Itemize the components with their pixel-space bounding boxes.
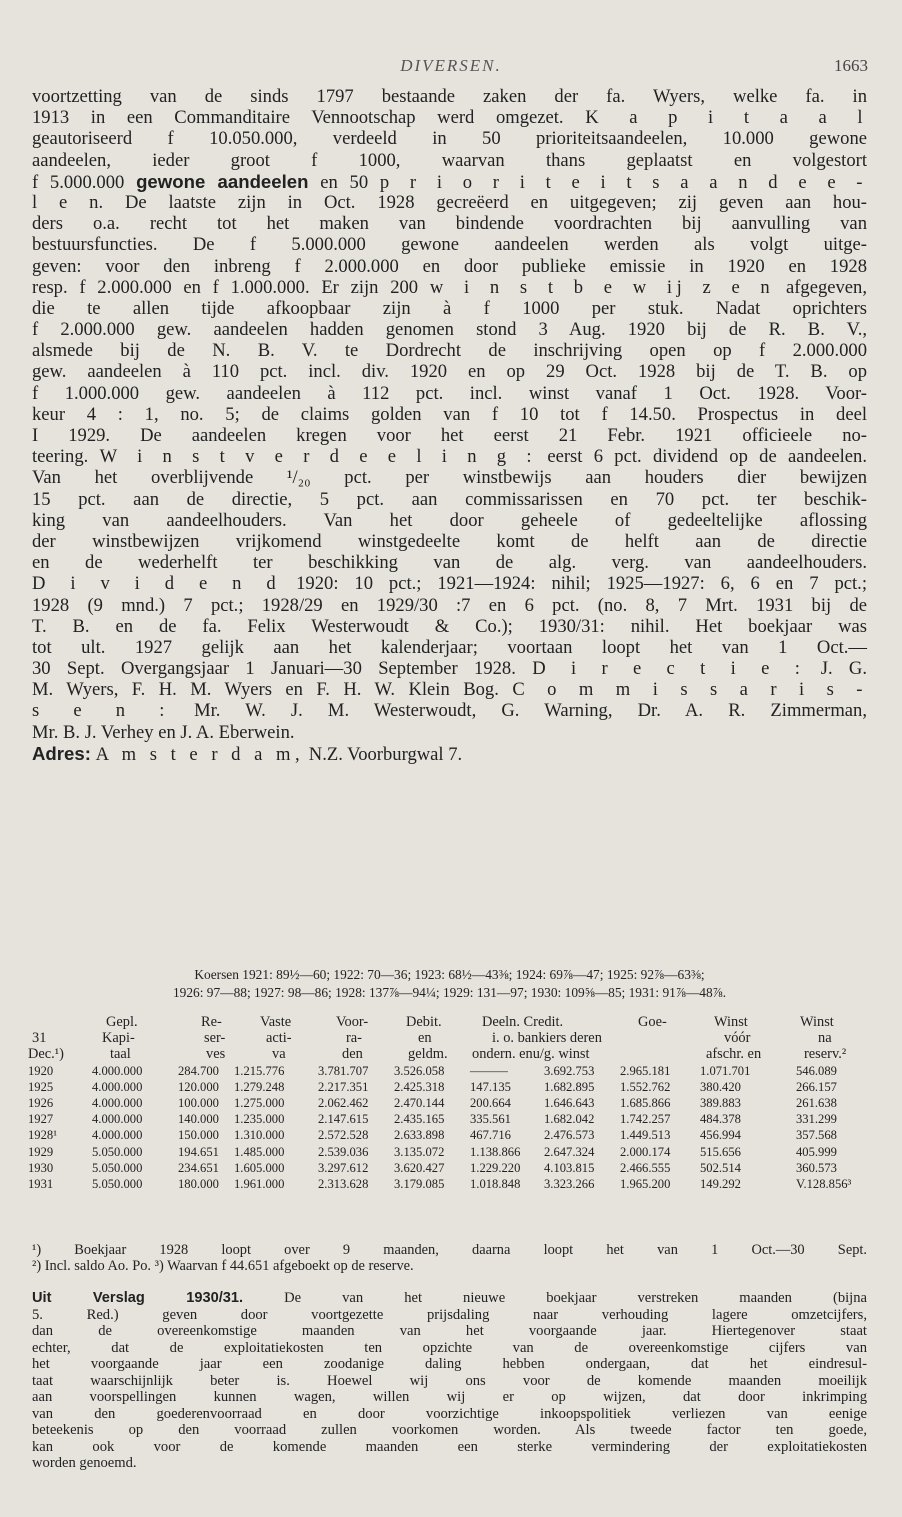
text-line: alsmede bij de N. B. V. te Dordrecht de inschrijving open op f 2.000.000 — [32, 340, 867, 362]
table-row — [28, 1144, 868, 1160]
table-cell: 380.420 — [700, 1079, 741, 1094]
table-row — [28, 1160, 868, 1176]
text-line: die te allen tijde afkoopbaar zijn à f 1000 per stuk. Nadat oprichters — [32, 297, 867, 319]
table-cell: 2.435.165 — [394, 1112, 445, 1127]
price-history — [32, 966, 867, 1002]
table-cell: 1.235.000 — [234, 1112, 285, 1127]
table-cell: 2.476.573 — [544, 1128, 595, 1143]
text-line: aan voorspellingen kunnen wagen, willen wij er op wijzen, dat door inkrimping — [32, 1389, 867, 1405]
table-row — [28, 1063, 868, 1079]
text-line: l e n. De laatste zijn in Oct. 1928 gecreëerd en uitgegeven; zij geven aan hou- — [32, 191, 867, 213]
text-line: het voorgaande jaar een zoodanige daling hebben ondergaan, dat het eindresul- — [32, 1356, 867, 1372]
running-title: DIVERSEN. — [400, 56, 502, 75]
company-description — [32, 86, 867, 764]
verslag-label: Uit Verslag 1930/31. — [32, 1290, 244, 1306]
text-line: ders o.a. recht tot het maken van bindende voordrachten bij aanvulling van — [32, 213, 867, 235]
table-cell: 546.089 — [796, 1063, 837, 1078]
table-row — [28, 1095, 868, 1111]
table-cell: 1.961.000 — [234, 1176, 285, 1191]
table-cell: 484.378 — [700, 1112, 741, 1127]
table-cell: 2.313.628 — [318, 1176, 369, 1191]
table-cell: 1.215.776 — [234, 1063, 285, 1078]
table-cell: 1928¹ — [28, 1128, 57, 1143]
gewone-aandeelen-heading: gewone aandeelen — [136, 170, 309, 192]
text-line: M. Wyers, F. H. M. Wyers en F. H. W. Klein Bog. C o m m i s s a r i s - — [32, 679, 867, 701]
financial-table — [28, 1014, 868, 1192]
table-cell: 1.229.220 — [470, 1160, 521, 1175]
text-line: en de wederhelft ter beschikking van de alg. verg. van aandeelhouders. — [32, 552, 867, 574]
table-cell: V.128.856³ — [796, 1176, 852, 1191]
table-header-row: 31 Kapi- ser- acti- ra- en i. o. bankiers deren vóór na — [32, 1030, 832, 1047]
koersen-line: 1926: 97—88; 1927: 98—86; 1928: 137⅞—94¼; 1929: 131—97; 1930: 109⅝—85; 1931: 91⅞—48⅞. — [172, 985, 727, 1000]
table-cell: 2.572.528 — [318, 1128, 369, 1143]
table-cell: 4.000.000 — [92, 1112, 143, 1127]
text-line: keur 4 : 1, no. 5; de claims golden van f 10 tot f 14.50. Prospectus in deel — [32, 403, 867, 425]
text-line: aandeelen, ieder groot f 1000, waarvan thans geplaatst en volgestort — [32, 149, 867, 171]
table-cell: 3.323.266 — [544, 1176, 595, 1191]
text-line: f 1.000.000 gew. aandeelen à 112 pct. incl. winst vanaf 1 Oct. 1928. Voor- — [32, 382, 867, 404]
table-cell: 4.000.000 — [92, 1063, 143, 1078]
text-line: der winstbewijzen vrijkomend winstgedeelte komt de helft aan de directie — [32, 530, 867, 552]
table-row — [28, 1079, 868, 1095]
page-header — [30, 56, 872, 80]
table-cell: 120.000 — [178, 1079, 219, 1094]
table-cell: 1.605.000 — [234, 1160, 285, 1175]
table-cell: 4.000.000 — [92, 1079, 143, 1094]
table-cell: 284.700 — [178, 1063, 219, 1078]
winstverdeeling-heading: W i n s t v e r d e e l i n g : — [99, 446, 537, 468]
table-cell: 1.485.000 — [234, 1144, 285, 1159]
table-cell: 1.449.513 — [620, 1128, 671, 1143]
table-cell: 1.685.866 — [620, 1095, 671, 1110]
address-line: Adres: A m s t e r d a m, N.Z. Voorburgwal 7. — [32, 742, 463, 765]
table-row — [28, 1111, 868, 1127]
text-line: taat waarschijnlijk beter is. Hoewel wij ons voor de komende maanden moeilijk — [32, 1372, 867, 1389]
page-number: 1663 — [834, 56, 868, 75]
table-cell: 200.664 — [470, 1095, 511, 1110]
table-row — [28, 1127, 868, 1143]
text-line: king van aandeelhouders. Van het door geheele of gedeeltelijke aflossing — [32, 509, 867, 531]
table-cell: 467.716 — [470, 1128, 511, 1143]
table-cell: 3.526.058 — [394, 1063, 445, 1078]
text-line: geautoriseerd f 10.050.000, verdeeld in 50 prioriteitsaandeelen, 10.000 gewone — [32, 128, 867, 150]
table-cell: 1.275.000 — [234, 1095, 285, 1110]
table-cell: 1929 — [28, 1144, 54, 1159]
text-line: Uit Verslag 1930/31. De van het nieuwe boekjaar verstreken maanden (bijna — [32, 1290, 868, 1306]
table-cell: 2.062.462 — [318, 1095, 369, 1110]
table-row — [28, 1176, 868, 1192]
table-cell: 5.050.000 — [92, 1160, 143, 1175]
table-cell: 140.000 — [178, 1112, 219, 1127]
table-cell: 149.292 — [700, 1176, 741, 1191]
table-cell: 360.573 — [796, 1160, 837, 1175]
table-cell: 2.965.181 — [620, 1063, 671, 1078]
table-cell: 389.883 — [700, 1095, 741, 1110]
adres-city: A m s t e r d a m, — [95, 743, 305, 765]
table-cell: 2.000.174 — [620, 1144, 671, 1159]
commissarissen-heading: C o m m i s s a r i s - — [512, 679, 867, 701]
table-cell: 266.157 — [796, 1079, 837, 1094]
text-line: echter, dat de exploitatiekosten ten opzichte van de overeenkomstige cijfers van — [32, 1339, 867, 1356]
text-line: 30 Sept. Overgangsjaar 1 Januari—30 September 1928. D i r e c t i e : J. G. — [32, 658, 867, 680]
table-body — [28, 1063, 868, 1193]
text-line: beteekenis op den voorraad zullen voorkomen worden. Als tweede factor ten goede, — [32, 1422, 867, 1438]
text-line: 1928 (9 mnd.) 7 pct.; 1928/29 en 1929/30 :7 en 6 pct. (no. 8, 7 Mrt. 1931 bij de — [32, 594, 867, 616]
table-cell: 357.568 — [796, 1128, 837, 1143]
footnote: ²) Incl. saldo Ao. Po. ³) Waarvan f 44.651 afgeboekt op de reserve. — [32, 1258, 414, 1275]
table-cell: 515.656 — [700, 1144, 741, 1159]
text-line: f 5.000.000 gewone aandeelen en 50 p r i o r i t e i t s a a n d e e - — [32, 170, 868, 193]
table-cell: 2.647.324 — [544, 1144, 595, 1159]
koersen-line: Koersen 1921: 89½—60; 1922: 70—36; 1923: 68½—43⅜; 1924: 69⅞—47; 1925: 92⅞—63⅜; — [194, 967, 705, 982]
table-cell: 3.297.612 — [318, 1160, 369, 1175]
table-cell: 331.299 — [796, 1112, 837, 1127]
table-cell: 335.561 — [470, 1112, 511, 1127]
annual-report-excerpt — [32, 1290, 867, 1472]
text-line: kan ook voor de komende maanden een sterke vermindering der exploitatiekosten — [32, 1438, 867, 1455]
text-line: 1913 in een Commanditaire Vennootschap werd omgezet. K a p i t a a l — [32, 107, 868, 129]
table-cell: 3.781.707 — [318, 1063, 369, 1078]
footnote: ¹) Boekjaar 1928 loopt over 9 maanden, daarna loopt het van 1 Oct.—30 Sept. — [32, 1242, 867, 1258]
table-cell: 1.646.643 — [544, 1095, 595, 1110]
table-cell: 456.994 — [700, 1128, 741, 1143]
text-line: van den goederenvoorraad en door voorzichtige inkoopspolitiek verliezen van eenige — [32, 1405, 867, 1422]
table-cell: 1926 — [28, 1095, 54, 1110]
kapitaal-heading: K a p i t a a l — [585, 107, 868, 129]
table-cell: 2.539.036 — [318, 1144, 369, 1159]
directie-heading: D i r e c t i e : — [532, 658, 805, 680]
table-cell: 405.999 — [796, 1144, 837, 1159]
table-cell: 2.470.144 — [394, 1095, 445, 1110]
table-cell: 1.552.762 — [620, 1079, 671, 1094]
table-cell: 1930 — [28, 1160, 54, 1175]
text-line: resp. f 2.000.000 en f 1.000.000. Er zijn 200 w i n s t b e w ij z e n afgegeven, — [32, 276, 867, 298]
table-cell: 2.217.351 — [318, 1079, 369, 1094]
table-cell: 5.050.000 — [92, 1144, 143, 1159]
text-line: worden genoemd. — [32, 1455, 137, 1471]
table-cell: 2.466.555 — [620, 1160, 671, 1175]
table-cell: 3.135.072 — [394, 1144, 445, 1159]
table-header-row: Dec.¹) taal ves va den geldm. ondern. enu/g. winst afschr. en reserv.² — [28, 1046, 847, 1063]
table-cell: 1920 — [28, 1063, 54, 1078]
table-cell: 3.692.753 — [544, 1063, 595, 1078]
table-cell: 1.071.701 — [700, 1063, 751, 1078]
table-cell: 1925 — [28, 1079, 54, 1094]
table-cell: ——— — [470, 1063, 508, 1078]
table-cell: 502.514 — [700, 1160, 741, 1175]
dividend-heading: D i v i d e n d — [32, 573, 281, 595]
text-line: gew. aandeelen à 110 pct. incl. div. 1920 en op 29 Oct. 1928 bij de T. B. op — [32, 361, 867, 383]
prioriteits-heading: p r i o r i t e i t s a a n d e e - — [379, 171, 868, 193]
text-line: tot ult. 1927 gelijk aan het kalenderjaar; voortaan loopt het van 1 Oct.— — [32, 636, 867, 658]
text-line: bestuursfuncties. De f 5.000.000 gewone aandeelen werden als volgt uitge- — [32, 234, 867, 256]
text-line: voortzetting van de sinds 1797 bestaande zaken der fa. Wyers, welke fa. in — [32, 86, 867, 107]
table-cell: 2.147.615 — [318, 1112, 369, 1127]
table-cell: 234.651 — [178, 1160, 219, 1175]
table-cell: 4.000.000 — [92, 1095, 143, 1110]
table-cell: 5.050.000 — [92, 1176, 143, 1191]
table-cell: 2.425.318 — [394, 1079, 445, 1094]
text-line: Van het overblijvende ¹/₂₀ pct. per winstbewijs aan houders dier bewijzen — [32, 467, 867, 489]
table-cell: 194.651 — [178, 1144, 219, 1159]
table-cell: 1927 — [28, 1112, 54, 1127]
table-cell: 147.135 — [470, 1079, 511, 1094]
table-cell: 261.638 — [796, 1095, 837, 1110]
text-line: T. B. en de fa. Felix Westerwoudt & Co.); 1930/31: nihil. Het boekjaar was — [32, 615, 867, 637]
adres-label: Adres: — [32, 742, 91, 764]
table-cell: 1.018.848 — [470, 1176, 521, 1191]
text-line: dan de overeenkomstige maanden van het voorgaande jaar. Hiertegenover staat — [32, 1323, 867, 1339]
table-cell: 1.279.248 — [234, 1079, 285, 1094]
winstbewijzen-heading: w i n s t b e w ij z e n — [429, 276, 775, 298]
table-cell: 100.000 — [178, 1095, 219, 1110]
table-cell: 1.682.042 — [544, 1112, 595, 1127]
table-cell: 1.965.200 — [620, 1176, 671, 1191]
text-line: I 1929. De aandeelen kregen voor het eerst 21 Febr. 1921 officieele no- — [32, 425, 867, 446]
table-cell: 1.310.000 — [234, 1128, 285, 1143]
table-cell: 4.000.000 — [92, 1128, 143, 1143]
table-cell: 1.742.257 — [620, 1112, 671, 1127]
table-cell: 150.000 — [178, 1128, 219, 1143]
table-cell: 180.000 — [178, 1176, 219, 1191]
text-line: s e n : Mr. W. J. M. Westerwoudt, G. Warning, Dr. A. R. Zimmerman, — [32, 700, 867, 722]
text-line: teering. W i n s t v e r d e e l i n g : eerst 6 pct. dividend op de aandeelen. — [32, 446, 867, 468]
text-line: 15 pct. aan de directie, 5 pct. aan commissarissen en 70 pct. ter beschik- — [32, 488, 867, 510]
table-cell: 4.103.815 — [544, 1160, 595, 1175]
table-cell: 1.682.895 — [544, 1079, 595, 1094]
table-cell: 3.179.085 — [394, 1176, 445, 1191]
text-line: f 2.000.000 gew. aandeelen hadden genomen stond 3 Aug. 1920 bij de R. B. V., — [32, 319, 867, 341]
table-cell: 3.620.427 — [394, 1160, 445, 1175]
table-cell: 1.138.866 — [470, 1144, 521, 1159]
table-header-row: Gepl. Re- Vaste Voor- Debit. Deeln. Credit. Goe- Winst Winst — [106, 1014, 834, 1030]
text-line: D i v i d e n d 1920: 10 pct.; 1921—1924: nihil; 1925—1927: 6, 6 en 7 pct.; — [32, 573, 868, 595]
text-line: Mr. B. J. Verhey en J. A. Eberwein. — [32, 721, 295, 743]
text-line: 5. Red.) geven door voortgezette prijsdaling naar verhouding lagere omzetcijfers, — [32, 1306, 867, 1323]
text-line: geven: voor den inbreng f 2.000.000 en door publieke emissie in 1920 en 1928 — [32, 255, 867, 277]
table-cell: 1931 — [28, 1176, 54, 1191]
table-footnotes — [32, 1242, 867, 1275]
table-cell: 2.633.898 — [394, 1128, 445, 1143]
